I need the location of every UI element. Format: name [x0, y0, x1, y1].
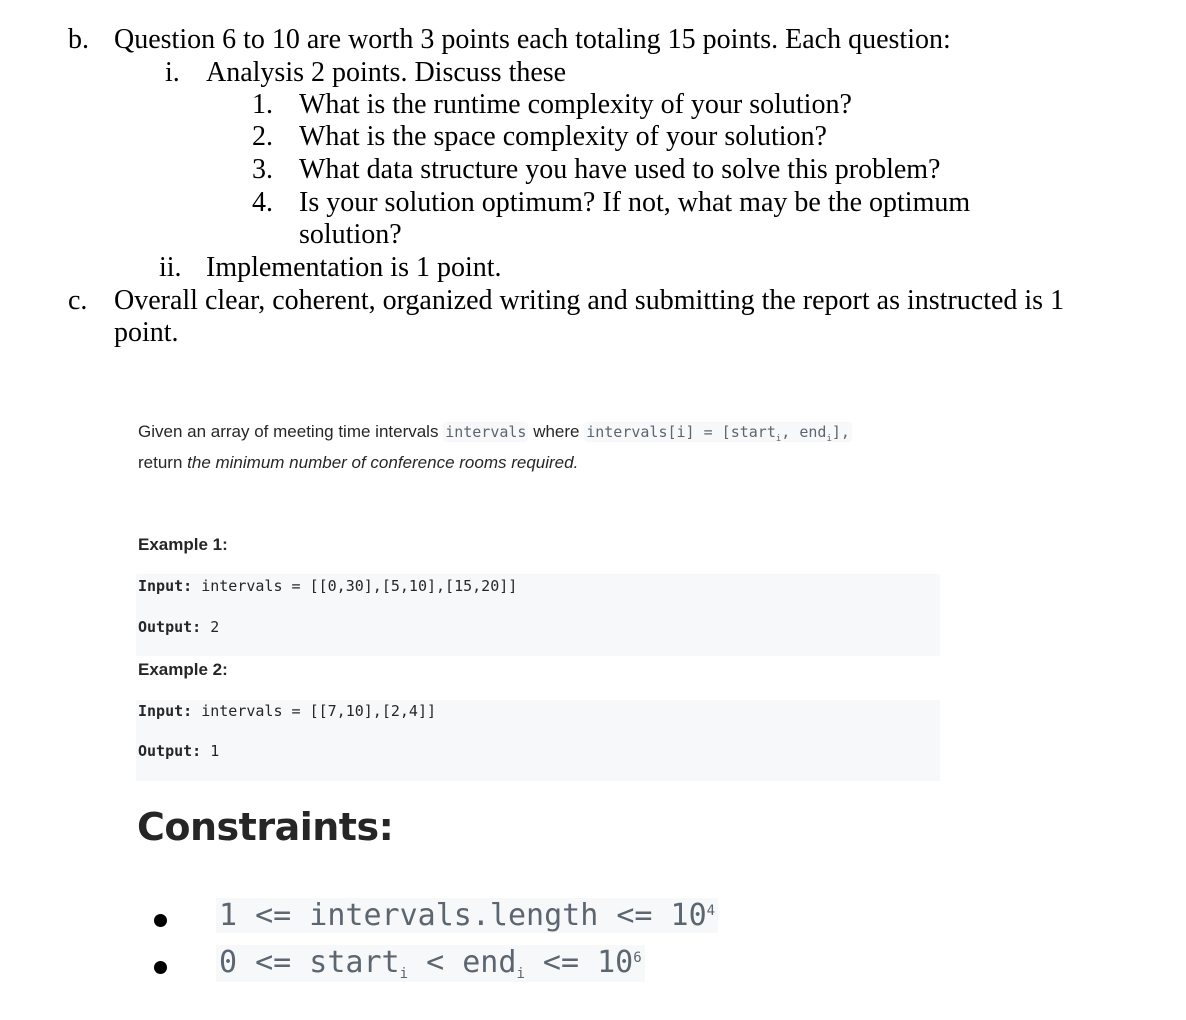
inline-code-intervals: intervals [445, 423, 527, 441]
rubric-item-1-text: What is the runtime complexity of your solution? [299, 89, 852, 120]
rubric-item-4-marker: 4. [252, 187, 273, 218]
rubric-ii-text: Implementation is 1 point. [206, 252, 502, 283]
example-2-output: Output: 1 [138, 742, 220, 760]
problem-line-2: return the minimum number of conference rooms required. [138, 453, 579, 472]
rubric-c-text: Overall clear, coherent, organized writing and submitting the report as instructed is 1 [114, 285, 1065, 316]
bullet-icon [154, 914, 167, 927]
example-1-title: Example 1: [138, 535, 228, 554]
rubric-item-3-text: What data structure you have used to solve this problem? [299, 154, 941, 185]
rubric-item-1-marker: 1. [252, 89, 273, 120]
rubric-item-2-text: What is the space complexity of your solution? [299, 121, 827, 152]
rubric-b-text: Question 6 to 10 are worth 3 points each totaling 15 points. Each question: [114, 24, 951, 55]
example-2-input: Input: intervals = [[7,10],[2,4]] [138, 702, 437, 720]
problem-goal: the minimum number of conference rooms required. [187, 453, 579, 472]
rubric-ii-marker: ii. [159, 252, 182, 283]
constraint-2: 0 <= start$_i$ < $end_i <= 10^6$ [216, 945, 645, 982]
bullet-icon [154, 961, 167, 974]
example-2-code-block [136, 700, 940, 781]
rubric-item-4-text: Is your solution optimum? If not, what may be the optimum [299, 187, 971, 218]
list-marker: b. [68, 24, 89, 55]
rubric-i-marker: i. [165, 57, 180, 88]
example-1-output: Output: 2 [138, 618, 220, 636]
rubric-c-continuation: point. [114, 317, 179, 348]
example-2-title: Example 2: [138, 660, 228, 679]
rubric-c-marker: c. [68, 285, 88, 316]
rubric-item-4-continuation: solution? [299, 219, 402, 250]
rubric-item-2-marker: 2. [252, 121, 273, 152]
inline-code-interval-def: intervals[i] = [start$_i$, end$_i$], [586, 423, 850, 444]
constraints-heading: Constraints: [137, 805, 394, 849]
example-1-input: Input: intervals = [[0,30],[5,10],[15,20]] [138, 577, 518, 595]
constraint-1: 1 <= intervals.length <= $10^4$ [216, 898, 718, 933]
rubric-item-3-marker: 3. [252, 154, 273, 185]
problem-line-1: Given an array of meeting time intervals intervals where intervals[i] = [start$_i$, end$_i$], [138, 422, 850, 444]
example-1-code-block [136, 574, 940, 656]
rubric-b [68, 23, 89, 56]
rubric-i-text: Analysis 2 points. Discuss these [206, 57, 567, 88]
problem-description [138, 420, 852, 475]
